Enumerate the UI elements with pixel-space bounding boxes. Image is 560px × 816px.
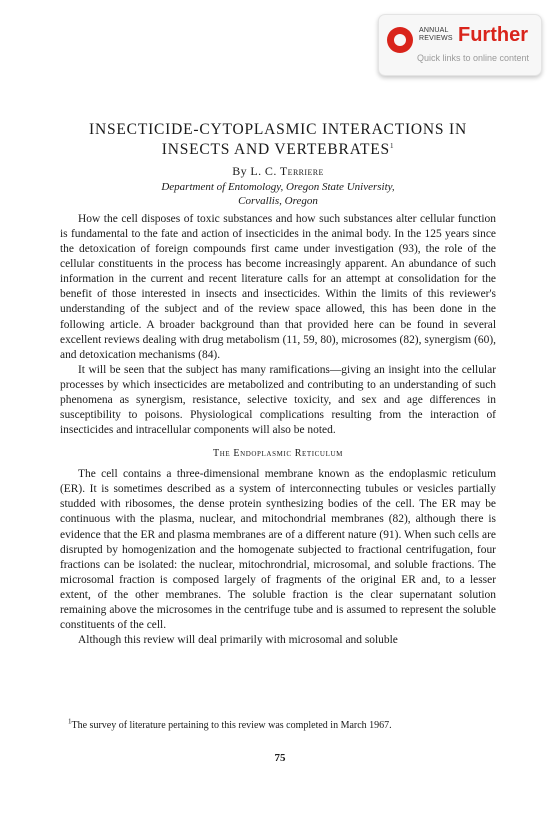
- author-by: By: [232, 164, 247, 178]
- annual-reviews-logo-icon: [387, 27, 413, 53]
- article-title: [60, 120, 496, 160]
- author-line: [60, 164, 496, 179]
- badge-further-text: Further: [458, 24, 528, 46]
- title-footnote-mark: 1: [389, 141, 395, 150]
- section-paragraph-2: Although this review will deal primarily with microsomal and soluble: [78, 634, 398, 647]
- article-body: [60, 212, 496, 648]
- page-number: 75: [274, 752, 286, 764]
- affiliation-line-2: Corvallis, Oregon: [238, 194, 318, 207]
- title-line-2-text: INSECTS AND VERTEBRATES: [161, 141, 390, 158]
- footnote-text: The survey of literature pertaining to this review was completed in March 1967.: [71, 720, 392, 731]
- badge-subtitle: Quick links to online content: [417, 53, 530, 63]
- affiliation: [60, 181, 496, 208]
- author-name: L. C. Terriere: [250, 164, 324, 178]
- footnote-paragraph: [60, 719, 496, 732]
- title-line-1: INSECTICIDE-CYTOPLASMIC INTERACTIONS IN: [89, 121, 467, 138]
- section-paragraph-1: The cell contains a three-dimensional membrane known as the endoplasmic reticulum (ER). It is sometimes described as a system of interconnecting tubules or vesicles partially studded with ribosomes, the dense protein synthesizing bodies of the cell. The ER may be continuous with the plasma, nuclear, and mitochondrial membranes (82), although there is evidence that the ER and plasma membranes are of a different nature (91). When such cells are disrupted by homogenization and the homogenate subjected to fractional centrifugation, four fractions can be isolated: the nuclear, mitochrondrial, microsomal, and soluble fractions. The microsomal fraction is composed largely of fragments of the original ER and, to a lesser extent, of the other membranes. The soluble fraction is the clear supernatant solution remaining above the microsomes in the centrifuge tube and is assumed to represent the soluble constituents of the cell.: [60, 468, 496, 632]
- affiliation-line-1: Department of Entomology, Oregon State University,: [161, 181, 395, 193]
- footnote: [60, 719, 496, 732]
- badge-reviews-text: REVIEWS: [419, 35, 453, 42]
- footnote-mark: 1: [68, 717, 72, 726]
- title-line-2: [60, 140, 496, 160]
- section-heading: The Endoplasmic Reticulum: [213, 448, 343, 460]
- annual-reviews-further-badge[interactable]: [378, 14, 542, 76]
- body-paragraph-2: It will be seen that the subject has many ramifications—giving an insight into the cellular processes by which insecticides are metabolized and contributing to an understanding of such phenomena as synergism, resistance, selective toxicity, and sex and age differences in susceptibility to poisons. Physiological complications resulting from the interaction of insecticides and intracellular components will also be noted.: [60, 363, 496, 437]
- badge-annual-text: ANNUAL: [419, 27, 449, 34]
- body-paragraph-1: How the cell disposes of toxic substances and how such substances alter cellular function is fundamental to the fate and action of insecticides in the animal body. In the 125 years since the detoxication of foreign compounds first came under investigation (93), the role of the cellular constituents in the process has become increasingly apparent. An abundance of such information in the current and recent literature calls for an attempt at consolidation for the benefit of those interested in insects and insecticides. Within the limits of this reviewer's understanding of the subject and of the review space allowed, this has been done in the following article. A broader background than that provided here can be found in several excellent reviews dealing with drug metabolism (11, 59, 80), microsomes (82), synergism (60), and detoxication mechanisms (84).: [60, 213, 496, 361]
